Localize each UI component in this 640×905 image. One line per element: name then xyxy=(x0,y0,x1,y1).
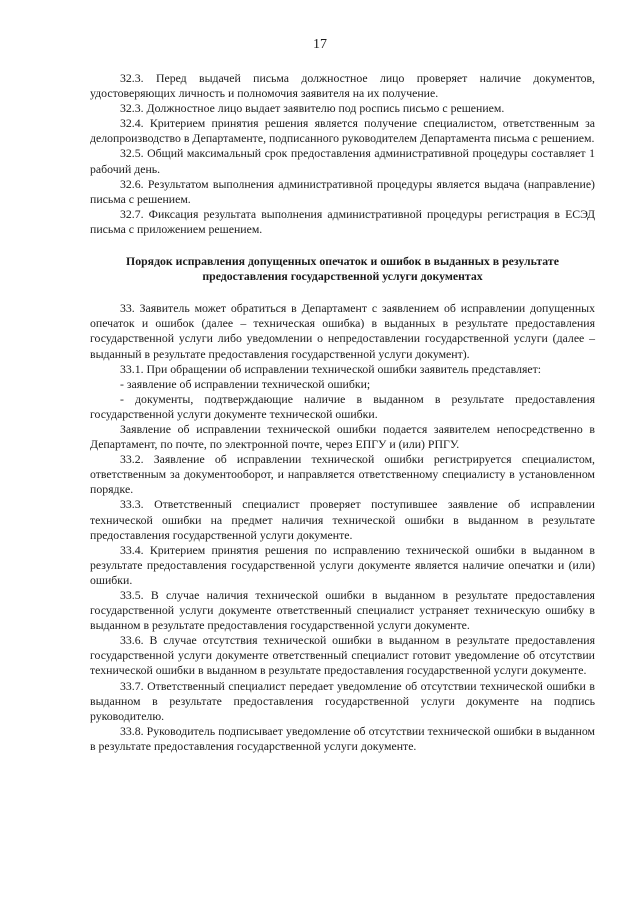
list-item-documents: - документы, подтверждающие наличие в выданном в результате предоставления государственной услуги документе технической ошибки. xyxy=(90,391,595,421)
paragraph-32-3-issue: 32.3. Должностное лицо выдает заявителю под роспись письмо с решением. xyxy=(120,101,505,116)
paragraph-33-8: 33.8. Руководитель подписывает уведомление об отсутствии технической ошибки в выданном в результате предоставления государственной услуги документе. xyxy=(90,723,595,753)
paragraph-32-4: 32.4. Критерием принятия решения является получение специалистом, ответственным за делопроизводство в Департаменте, подписанного руководителем Департамента письма с решением. xyxy=(90,116,595,146)
section-heading: Порядок исправления допущенных опечаток и ошибок в выданных в результате предоставления государственной услуги документах xyxy=(126,254,559,284)
paragraph-33: 33. Заявитель может обратиться в Департамент с заявлением об исправлении допущенных опечаток и ошибок (далее – техническая ошибка) в выданных в результате предоставления государственной услуги либо уведомлении о непредоставлении государственной услуги (далее – выданный в результате предоставления государственной услуги документ). xyxy=(90,301,595,361)
paragraph-33-7: 33.7. Ответственный специалист передает уведомление об отсутствии технической ошибки в выданном в результате предоставления государственной услуги документе на подпись руководителю. xyxy=(90,678,595,723)
paragraph-33-2: 33.2. Заявление об исправлении технической ошибки регистрируется специалистом, ответственным за документооборот, и направляется ответственному специалисту в установленном порядке. xyxy=(90,452,595,497)
document-body xyxy=(90,71,595,754)
paragraph-33-6: 33.6. В случае отсутствия технической ошибки в выданном в результате предоставления государственной услуги документе ответственный специалист готовит уведомление об отсутствии технической ошибки в выданном в результате предоставления государственной услуги документе. xyxy=(90,633,595,678)
paragraph-33-3: 33.3. Ответственный специалист проверяет поступившее заявление об исправлении технической ошибки на предмет наличия технической ошибки в выданном в результате предоставления государственной услуги документе. xyxy=(90,497,595,542)
paragraph-submission: Заявление об исправлении технической ошибки подается заявителем непосредственно в Департамент, по почте, по электронной почте, через ЕПГУ и (или) РПГУ. xyxy=(90,421,595,452)
paragraph-32-3-check: 32.3. Перед выдачей письма должностное лицо проверяет наличие документов, удостоверяющих личность и полномочия заявителя на их получение. xyxy=(90,71,595,101)
paragraph-33-5: 33.5. В случае наличия технической ошибки в выданном в результате предоставления государственной услуги документе ответственный специалист устраняет техническую ошибку в выданном в результате предоставления государственной услуги документе. xyxy=(90,588,595,633)
paragraph-32-5: 32.5. Общий максимальный срок предоставления административной процедуры составляет 1 рабочий день. xyxy=(90,146,595,176)
paragraph-32-7: 32.7. Фиксация результата выполнения административной процедуры регистрация в ЕСЭД письма с приложением решением. xyxy=(90,206,595,236)
paragraph-33-4: 33.4. Критерием принятия решения по исправлению технической ошибки в выданном в результате предоставления государственной услуги документе является наличие опечатки и (или) ошибки. xyxy=(90,542,595,587)
paragraph-32-6: 32.6. Результатом выполнения административной процедуры является выдача (направление) письма с решением. xyxy=(90,176,595,206)
list-item-application: - заявление об исправлении технической ошибки; xyxy=(120,376,371,391)
page-number: 17 xyxy=(313,37,327,52)
paragraph-33-1: 33.1. При обращении об исправлении технической ошибки заявитель представляет: xyxy=(120,361,542,376)
